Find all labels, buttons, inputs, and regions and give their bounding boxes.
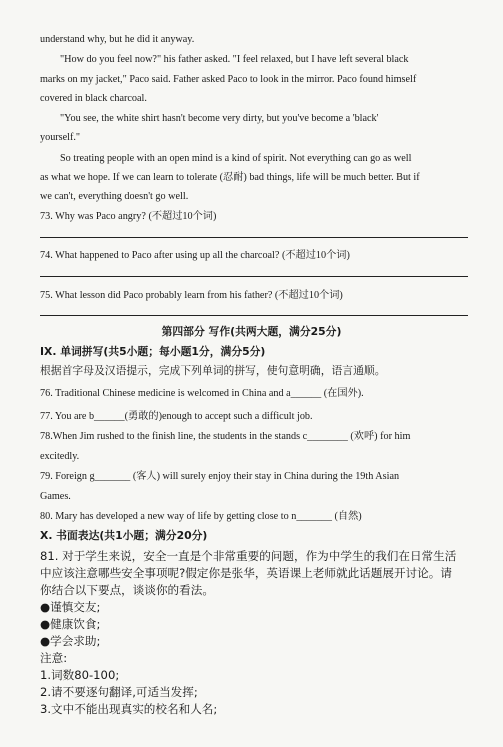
note-3: 3.文中不能出现真实的校名和人名; bbox=[40, 702, 218, 716]
section-ix-instructions: 根据首字母及汉语提示，完成下列单词的拼写，使句意明确，语言通顺。 bbox=[40, 364, 386, 377]
question-80: 80. Mary has developed a new way of life by getting close to n_______ (自然) bbox=[40, 511, 362, 522]
section-x-heading: X. 书面表达(共1小题；满分20分) bbox=[40, 529, 208, 542]
answer-line-74 bbox=[40, 276, 468, 277]
question-79-line-1: 79. Foreign g_______ (客人) will surely enjoy their stay in China during the 19th Asian bbox=[40, 471, 400, 482]
story-line-7: So treating people with an open mind is a kind of spirit. Not everything can go as well bbox=[60, 153, 412, 164]
note-2: 2.请不要逐句翻译,可适当发挥; bbox=[40, 685, 198, 699]
story-line-4: covered in black charcoal. bbox=[40, 93, 147, 104]
prompt-line-2: 中应该注意哪些安全事项呢?假定你是张华，英语课上老师就此话题展开讨论。请 bbox=[40, 566, 452, 580]
bullet-point-3: ●学会求助; bbox=[40, 634, 101, 648]
question-74: 74. What happened to Paco after using up all the charcoal? (不超过10个词) bbox=[40, 250, 350, 261]
question-76: 76. Traditional Chinese medicine is welcomed in China and a______ (在国外). bbox=[40, 388, 364, 399]
story-line-3: marks on my jacket," Paco said. Father asked Paco to look in the mirror. Paco found himself bbox=[40, 74, 417, 85]
answer-line-73 bbox=[40, 237, 468, 238]
prompt-line-3: 你结合以下要点，谈谈你的看法。 bbox=[40, 583, 214, 597]
story-line-5: "You see, the white shirt hasn't become very dirty, but you've become a 'black' bbox=[60, 113, 379, 124]
prompt-line-1: 81. 对于学生来说，安全一直是个非常重要的问题，作为中学生的我们在日常生活 bbox=[40, 549, 457, 563]
story-line-6: yourself." bbox=[40, 132, 81, 143]
notes-label: 注意: bbox=[40, 651, 68, 665]
answer-line-75 bbox=[40, 315, 468, 316]
question-73: 73. Why was Paco angry? (不超过10个词) bbox=[40, 211, 217, 222]
section-ix-heading: IX. 单词拼写(共5小题；每小题1分，满分5分) bbox=[40, 345, 266, 358]
question-78-line-1: 78.When Jim rushed to the finish line, the students in the stands c________ (欢呼) for him bbox=[40, 431, 411, 442]
note-1: 1.词数80-100; bbox=[40, 668, 120, 682]
part-four-heading: 第四部分 写作(共两大题，满分25分) bbox=[161, 325, 342, 338]
question-77: 77. You are b______(勇敢的)enough to accept such a difficult job. bbox=[40, 411, 313, 422]
bullet-point-1: ●谨慎交友; bbox=[40, 600, 101, 614]
story-line-2: "How do you feel now?" his father asked. "I feel relaxed, but I have left several black bbox=[60, 54, 409, 65]
story-line-8: as what we hope. If we can learn to tolerate (忍耐) bad things, life will be much better. But if bbox=[40, 172, 420, 183]
bullet-point-2: ●健康饮食; bbox=[40, 617, 101, 631]
question-75: 75. What lesson did Paco probably learn from his father? (不超过10个词) bbox=[40, 290, 343, 301]
question-78-line-2: excitedly. bbox=[40, 451, 80, 462]
question-79-line-2: Games. bbox=[40, 491, 71, 502]
story-line-9: we can't, everything doesn't go well. bbox=[40, 191, 189, 202]
story-line-1: understand why, but he did it anyway. bbox=[40, 34, 195, 45]
